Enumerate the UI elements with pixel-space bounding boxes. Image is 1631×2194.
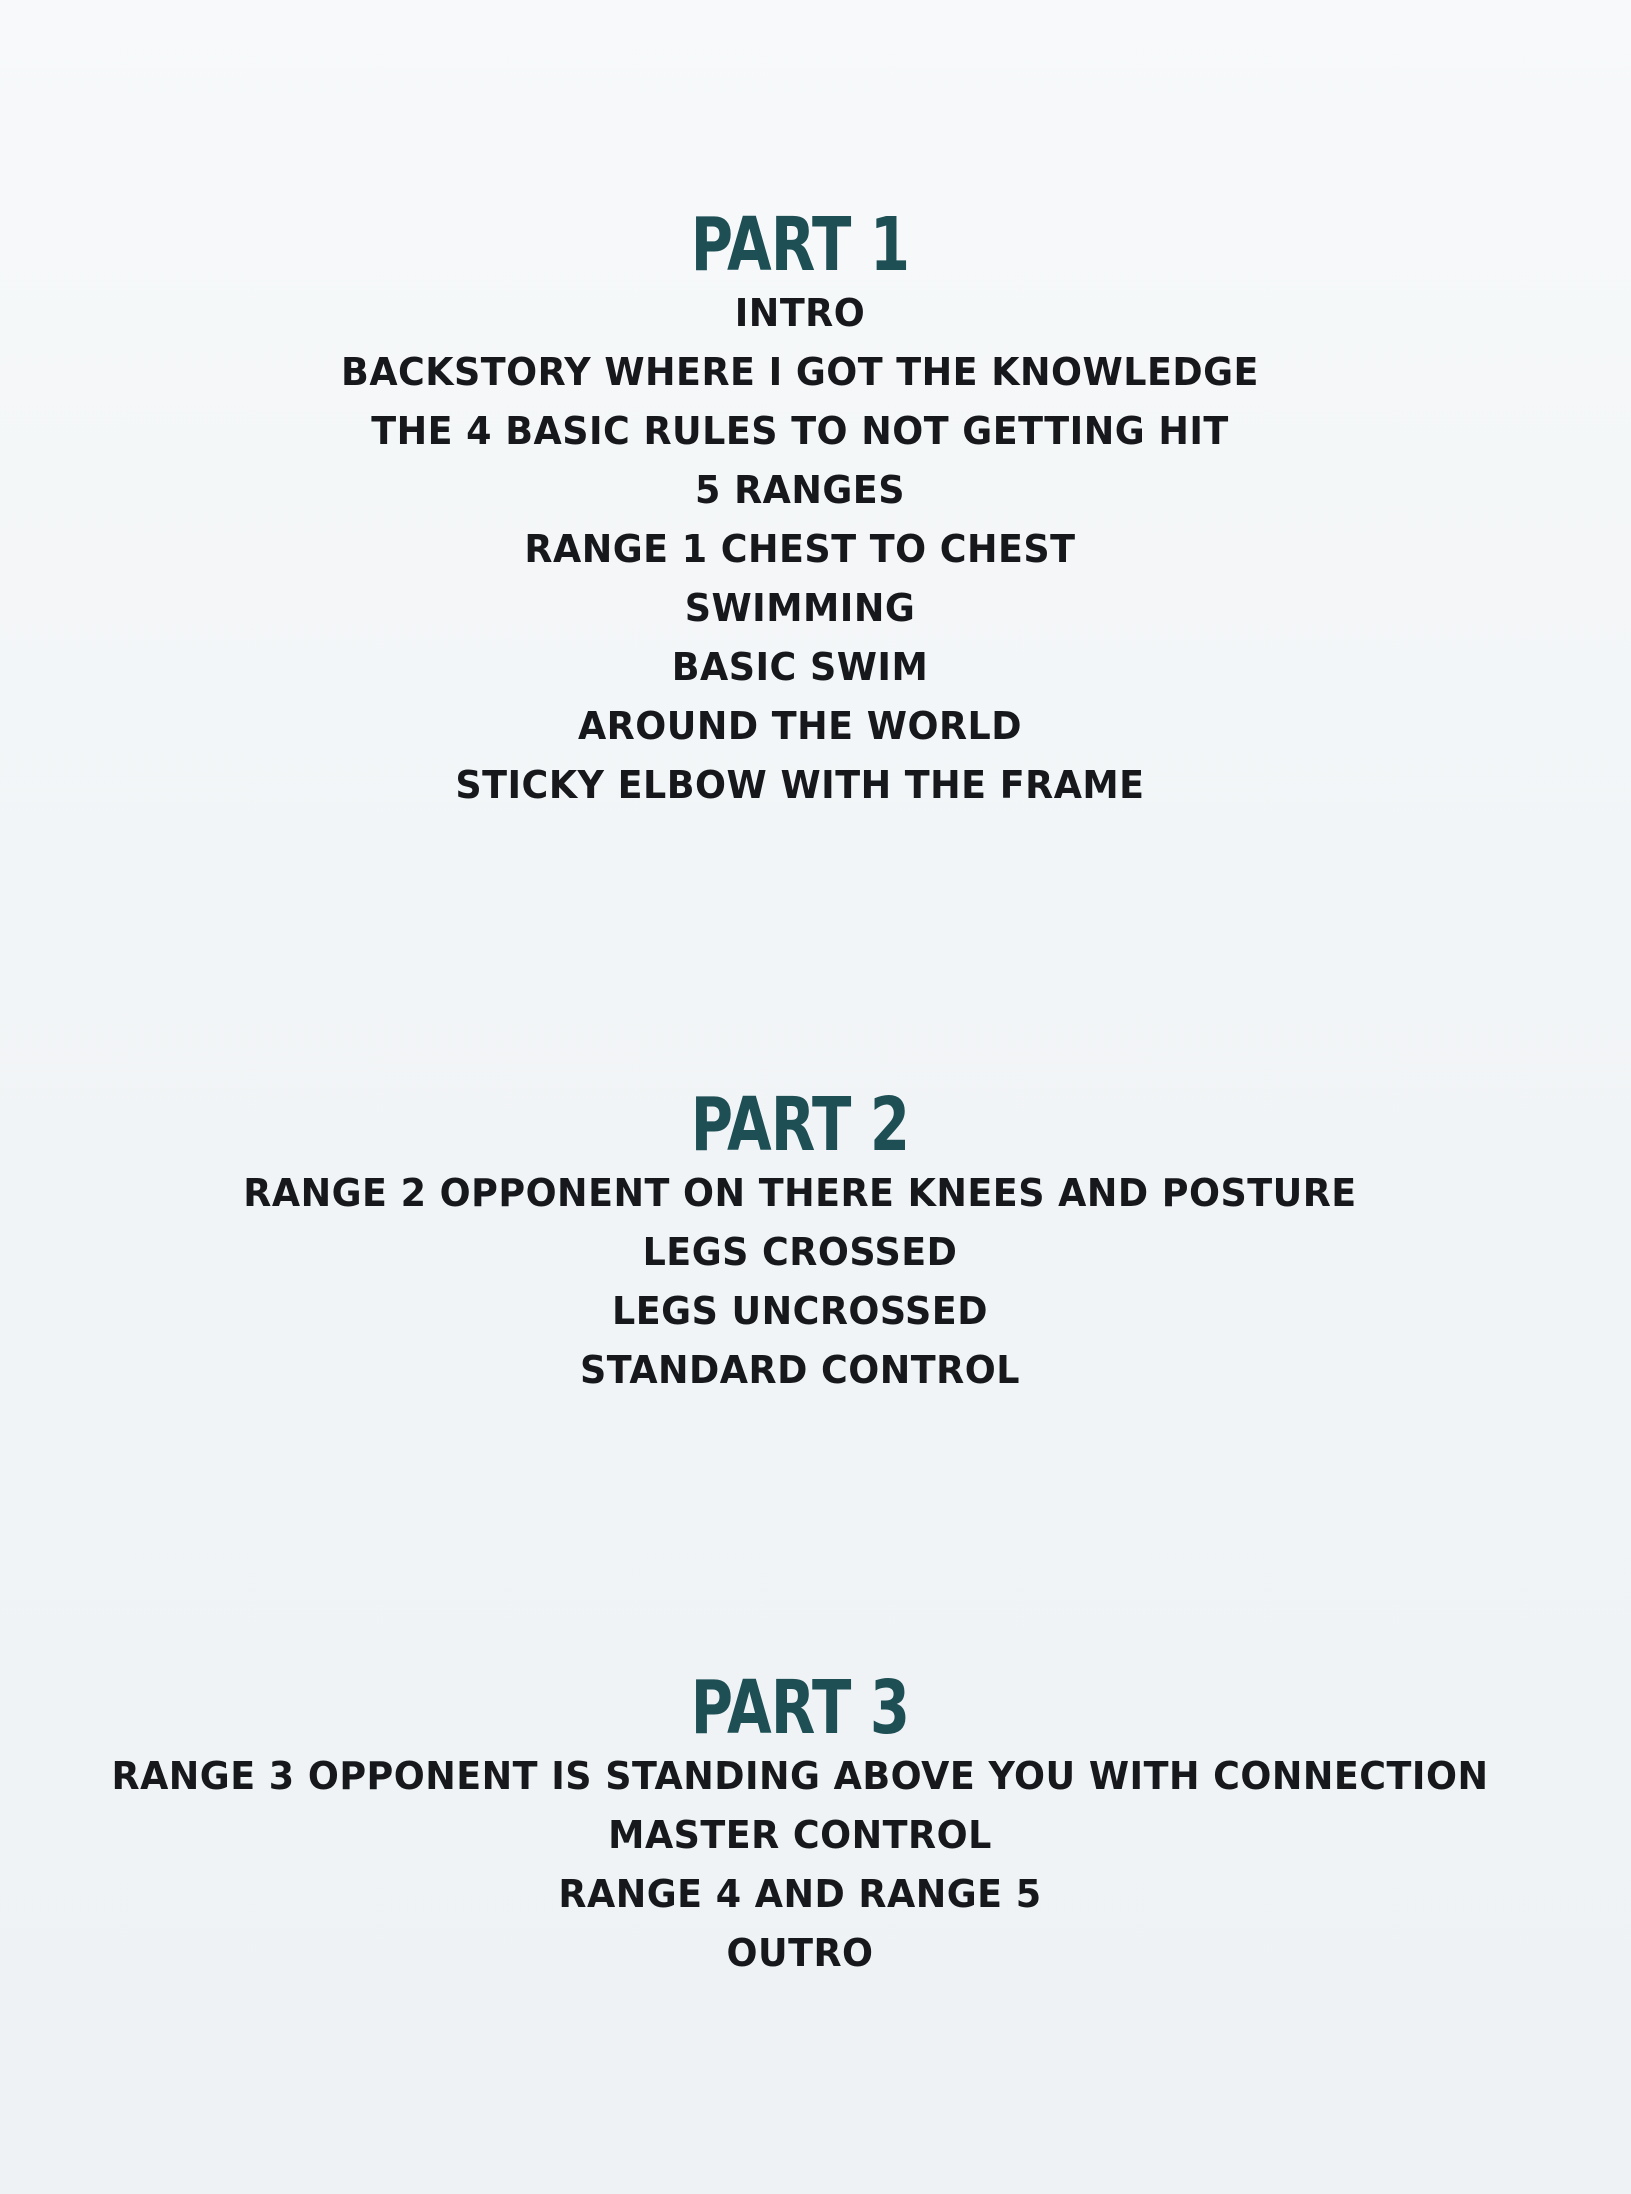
- part-3-item: MASTER CONTROL: [608, 1813, 992, 1857]
- part-1-item: INTRO: [734, 291, 866, 335]
- part-2-title-wrap: [0, 1082, 1600, 1168]
- part-1-item: THE 4 BASIC RULES TO NOT GETTING HIT: [371, 409, 1229, 453]
- part-1-item: RANGE 1 CHEST TO CHEST: [524, 527, 1076, 571]
- part-2-item: RANGE 2 OPPONENT ON THERE KNEES AND POSTURE: [243, 1171, 1357, 1215]
- part-3-item: OUTRO: [726, 1931, 874, 1975]
- part-3-title-wrap: [0, 1665, 1600, 1751]
- part-3-section: [0, 1665, 1600, 1983]
- part-1-title: PART 1: [690, 202, 910, 288]
- part-1-item: STICKY ELBOW WITH THE FRAME: [455, 763, 1145, 807]
- part-2-section: [0, 1082, 1600, 1400]
- part-2-item: LEGS UNCROSSED: [612, 1289, 988, 1333]
- part-1-item: SWIMMING: [684, 586, 916, 630]
- part-3-item: RANGE 4 AND RANGE 5: [558, 1872, 1042, 1916]
- part-2-title: PART 2: [690, 1082, 910, 1168]
- part-2-item: STANDARD CONTROL: [580, 1348, 1020, 1392]
- part-1-section: [0, 202, 1600, 815]
- part-1-item: BASIC SWIM: [671, 645, 929, 689]
- part-2-item: LEGS CROSSED: [642, 1230, 958, 1274]
- part-3-title: PART 3: [690, 1665, 910, 1751]
- part-1-item: 5 RANGES: [695, 468, 905, 512]
- part-3-item: RANGE 3 OPPONENT IS STANDING ABOVE YOU WITH CONNECTION: [111, 1754, 1489, 1798]
- part-1-title-wrap: [0, 202, 1600, 288]
- part-1-item: BACKSTORY WHERE I GOT THE KNOWLEDGE: [341, 350, 1259, 394]
- part-1-item: AROUND THE WORLD: [577, 704, 1023, 748]
